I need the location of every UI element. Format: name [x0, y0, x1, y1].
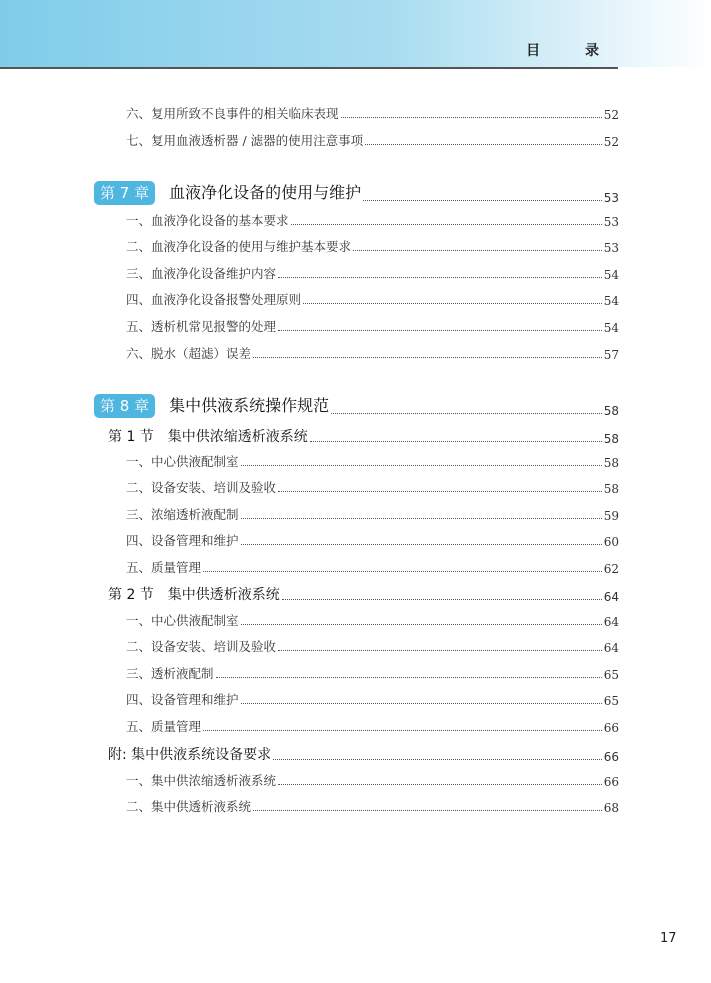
toc-item-label: 二、设备安装、培训及验收 — [126, 480, 277, 495]
toc-item-label: 四、设备管理和维护 — [126, 533, 239, 548]
chapter-title: 血液净化设备的使用与维护 — [169, 183, 362, 202]
dot-leader — [331, 413, 602, 414]
toc-item-row[interactable] — [126, 290, 619, 308]
chapter-badge: 第 7 章 — [94, 181, 155, 205]
header-title: 目 录 — [526, 43, 619, 59]
toc-page-number: 58 — [603, 482, 619, 496]
toc-item-label: 一、集中供浓缩透析液系统 — [126, 773, 277, 788]
dot-leader — [278, 491, 602, 492]
toc-item-row[interactable] — [126, 131, 619, 149]
toc-page-number: 54 — [603, 268, 619, 282]
dot-leader — [303, 303, 602, 304]
dot-leader — [203, 730, 602, 731]
dot-leader — [278, 277, 602, 278]
toc-item-row[interactable] — [126, 717, 619, 735]
toc-item-label: 五、质量管理 — [126, 719, 202, 734]
toc-page-number: 52 — [603, 108, 619, 122]
toc-item-label: 二、集中供透析液系统 — [126, 799, 252, 814]
toc-chapter-label — [94, 393, 329, 418]
dot-leader — [241, 465, 602, 466]
toc-item-label: 六、脱水（超滤）误差 — [126, 346, 252, 361]
toc-item-label: 一、中心供液配制室 — [126, 613, 239, 628]
toc-item-row[interactable] — [126, 531, 619, 549]
toc-chapter-row[interactable] — [94, 393, 619, 418]
toc-section-row[interactable] — [108, 744, 619, 764]
page-number: 17 — [660, 931, 677, 946]
toc-item-row[interactable] — [126, 211, 619, 229]
toc-item-row[interactable] — [126, 637, 619, 655]
dot-leader — [353, 250, 602, 251]
dot-leader — [253, 810, 602, 811]
chapter-badge: 第 8 章 — [94, 394, 155, 418]
toc-item-row[interactable] — [126, 664, 619, 682]
dot-leader — [241, 703, 602, 704]
toc-page-number: 54 — [603, 294, 619, 308]
toc-item-label: 五、透析机常见报警的处理 — [126, 319, 277, 334]
toc-item-row[interactable] — [126, 104, 619, 122]
toc-item-label: 四、设备管理和维护 — [126, 692, 239, 707]
toc-page-number: 66 — [603, 775, 619, 789]
toc-item-row[interactable] — [126, 264, 619, 282]
dot-leader — [278, 330, 602, 331]
toc-page-number: 65 — [603, 694, 619, 708]
dot-leader — [291, 224, 602, 225]
toc-item-row[interactable] — [126, 611, 619, 629]
toc-item-label: 四、血液净化设备报警处理原则 — [126, 292, 302, 307]
toc-page-number: 58 — [603, 432, 619, 446]
toc-item-row[interactable] — [126, 478, 619, 496]
toc-section-row[interactable] — [108, 584, 619, 604]
toc-item-label: 一、血液净化设备的基本要求 — [126, 213, 289, 228]
toc-section-row[interactable] — [108, 426, 619, 446]
toc-item-row[interactable] — [126, 558, 619, 576]
toc-section-label: 附: 集中供液系统设备要求 — [108, 747, 272, 763]
toc-item-label: 五、质量管理 — [126, 560, 202, 575]
toc-section-label: 第 2 节 集中供透析液系统 — [108, 587, 280, 603]
header-rule — [0, 67, 618, 69]
toc-page-number: 57 — [603, 348, 619, 362]
toc-page-number: 66 — [603, 750, 619, 764]
toc-item-label: 二、血液净化设备的使用与维护基本要求 — [126, 239, 352, 254]
toc-page-number: 53 — [603, 241, 619, 255]
toc-page-number: 66 — [603, 721, 619, 735]
dot-leader — [273, 759, 602, 760]
toc-page-number: 62 — [603, 562, 619, 576]
toc-page-number: 58 — [603, 456, 619, 470]
toc-page-number: 54 — [603, 321, 619, 335]
toc-page-number: 68 — [603, 801, 619, 815]
toc-page-number: 65 — [603, 668, 619, 682]
dot-leader — [241, 624, 602, 625]
chapter-title: 集中供液系统操作规范 — [169, 396, 330, 415]
toc-chapter-row[interactable] — [94, 180, 619, 205]
toc-page-number: 52 — [603, 135, 619, 149]
dot-leader — [278, 650, 602, 651]
dot-leader — [341, 117, 602, 118]
dot-leader — [216, 677, 602, 678]
toc-item-row[interactable] — [126, 690, 619, 708]
toc-section-label: 第 1 节 集中供浓缩透析液系统 — [108, 429, 308, 445]
toc-item-label: 六、复用所致不良事件的相关临床表现 — [126, 106, 339, 121]
toc-item-label: 七、复用血液透析器 / 滤器的使用注意事项 — [126, 133, 364, 148]
dot-leader — [282, 599, 602, 600]
toc-item-row[interactable] — [126, 344, 619, 362]
toc-item-label: 一、中心供液配制室 — [126, 454, 239, 469]
toc-page-number: 53 — [603, 215, 619, 229]
toc-item-label: 三、浓缩透析液配制 — [126, 507, 239, 522]
dot-leader — [253, 357, 602, 358]
toc-page-number: 64 — [603, 641, 619, 655]
toc-item-label: 三、透析液配制 — [126, 666, 214, 681]
toc-item-row[interactable] — [126, 797, 619, 815]
toc-item-label: 二、设备安装、培训及验收 — [126, 639, 277, 654]
toc-page-number: 59 — [603, 509, 619, 523]
dot-leader — [365, 144, 602, 145]
toc-item-row[interactable] — [126, 452, 619, 470]
toc-item-row[interactable] — [126, 505, 619, 523]
dot-leader — [241, 518, 602, 519]
dot-leader — [310, 441, 602, 442]
toc-item-row[interactable] — [126, 237, 619, 255]
dot-leader — [363, 200, 602, 201]
toc-item-row[interactable] — [126, 317, 619, 335]
toc-page-number: 64 — [603, 615, 619, 629]
dot-leader — [278, 784, 602, 785]
toc-page-number: 64 — [603, 590, 619, 604]
toc-page-number: 53 — [603, 191, 619, 205]
toc-page-number: 60 — [603, 535, 619, 549]
toc-page-number: 58 — [603, 404, 619, 418]
toc-item-row[interactable] — [126, 771, 619, 789]
dot-leader — [241, 544, 602, 545]
toc-item-label: 三、血液净化设备维护内容 — [126, 266, 277, 281]
dot-leader — [203, 571, 602, 572]
toc-chapter-label — [94, 180, 361, 205]
